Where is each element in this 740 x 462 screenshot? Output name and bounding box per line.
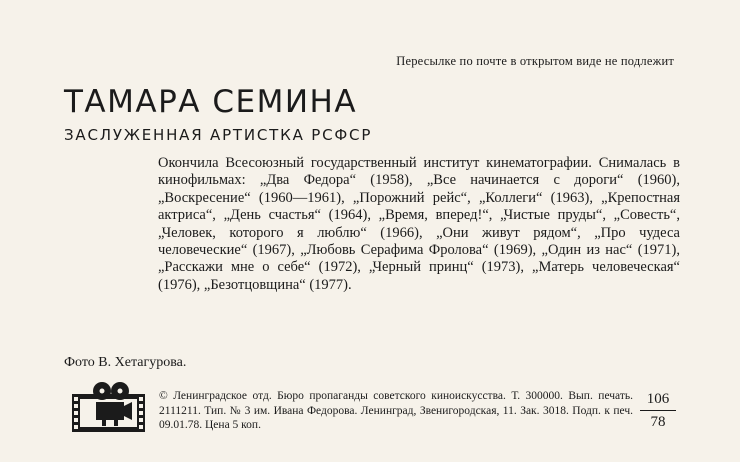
print-code-top: 106 xyxy=(646,391,670,407)
print-code-divider xyxy=(640,410,676,411)
print-code xyxy=(640,390,676,431)
actress-title: ЗАСЛУЖЕННАЯ АРТИСТКА РСФСР xyxy=(64,126,373,144)
film-projector-icon xyxy=(72,382,145,432)
biography-text: Окончила Всесоюзный государственный институт кинематографии. Снималась в кинофильмах: „Два Федора“ (1958), „Все начинается с дороги“ (1960), „Воскресение“ (1960—1961), „Порожний рейс“, „Коллеги“ (1963), „Крепостная актриса“, „День счастья“ (1964), „Время, вперед!“, „Чистые пруды“, „Совесть“, „Человек, которого я люблю“ (1966), „Они живут рядом“, „Про чудеса человеческие“ (1967), „Любовь Серафима Фролова“ (1969), „Один из нас“ (1971), „Расскажи мне о себе“ (1972), „Черный принц“ (1973), „Матерь человеческая“ (1976), „Безотцовщина“ (1977). xyxy=(158,155,680,293)
postal-notice: Пересылке по почте в открытом виде не подлежит xyxy=(396,54,674,68)
publisher-imprint: © Ленинградское отд. Бюро пропаганды советского киноискусства. Т. 300000. Вып. печать. 2111211. Тип. № 3 им. Ивана Федорова. Ленинград, Звенигородская, 11. Зак. 3018. Подп. к печ. 09.01.78. Цена 5 коп. xyxy=(159,390,633,432)
print-code-bottom: 78 xyxy=(650,414,666,430)
photo-credit: Фото В. Хетагурова. xyxy=(64,355,187,370)
actress-name: ТАМАРА СЕМИНА xyxy=(64,84,358,120)
